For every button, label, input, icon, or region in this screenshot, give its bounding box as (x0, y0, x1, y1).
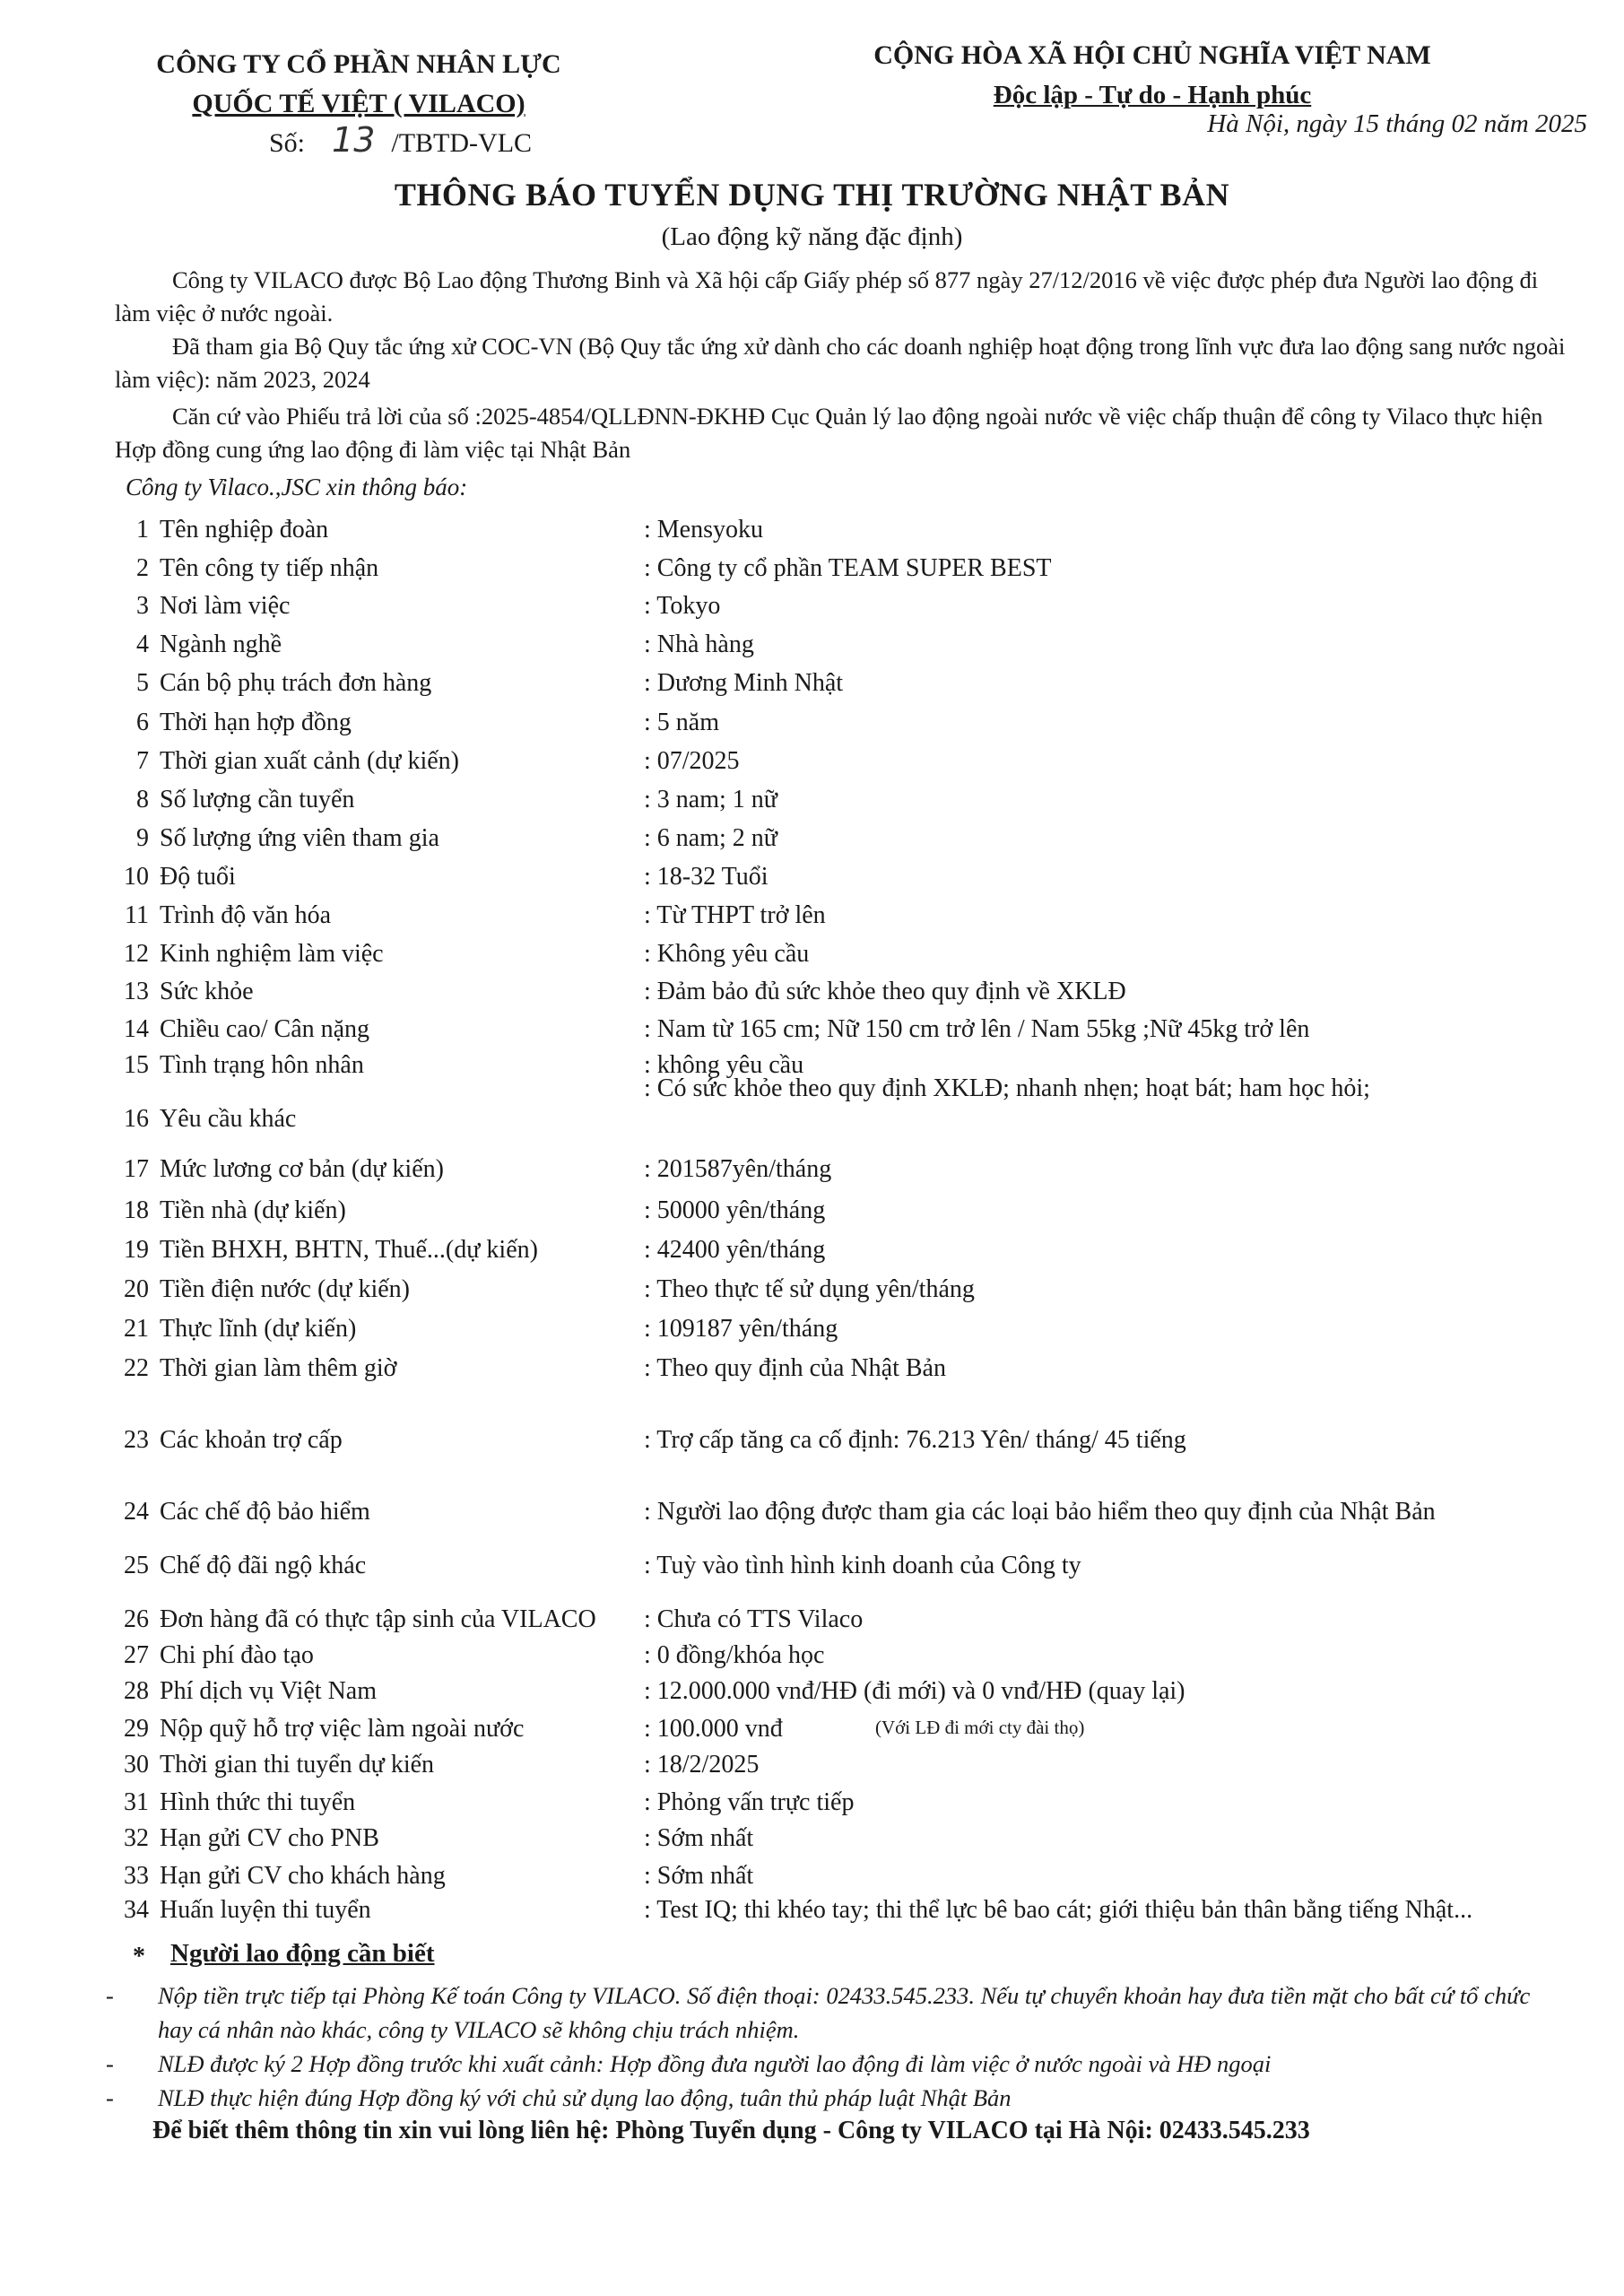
list-item (0, 1498, 1624, 1534)
item-label: Hình thức thi tuyển (160, 1788, 356, 1816)
list-item (0, 747, 1624, 783)
item-value: : 18/2/2025 (644, 1751, 760, 1779)
item-value: : 18-32 Tuổi (644, 863, 769, 891)
list-item (0, 1552, 1624, 1587)
list-item (0, 786, 1624, 822)
item-number: 33 (124, 1862, 149, 1890)
item-value: : 07/2025 (644, 747, 740, 775)
item-label: Thời gian thi tuyển dự kiến (160, 1751, 435, 1779)
item-number: 21 (124, 1315, 149, 1343)
list-item (0, 1196, 1624, 1232)
document-title: THÔNG BÁO TUYỂN DỤNG THỊ TRƯỜNG NHẬT BẢN (394, 177, 1230, 213)
item-number: 17 (124, 1155, 149, 1183)
list-item (0, 554, 1624, 590)
item-value: : Chưa có TTS Vilaco (644, 1605, 864, 1633)
item-number: 18 (124, 1196, 149, 1224)
item-value: : Trợ cấp tăng ca cố định: 76.213 Yên/ tháng/ 45 tiếng (644, 1426, 1186, 1454)
list-item (0, 1015, 1624, 1051)
item-number: 6 (136, 709, 149, 736)
item-value: : Từ THPT trở lên (644, 901, 826, 929)
item-number: 22 (124, 1354, 149, 1382)
document-date: Hà Nội, ngày 15 tháng 02 năm 2025 (1207, 109, 1587, 138)
list-item (0, 709, 1624, 744)
note-dash: - (106, 2084, 114, 2111)
item-number: 14 (124, 1015, 149, 1043)
item-value: : Nam từ 165 cm; Nữ 150 cm trở lên / Nam 55kg ;Nữ 45kg trở lên (644, 1015, 1310, 1043)
item-label: Các khoản trợ cấp (160, 1426, 343, 1454)
item-value: : Theo thực tế sử dụng yên/tháng (644, 1275, 975, 1303)
item-value: : Không yêu cầu (644, 940, 810, 968)
item-number: 1 (136, 516, 149, 544)
item-note: (Với LĐ đi mới cty đài thọ) (875, 1717, 1085, 1738)
note-dash: - (106, 2050, 114, 2077)
item-label: Độ tuổi (160, 863, 236, 891)
item-label: Tình trạng hôn nhân (160, 1051, 364, 1079)
list-item (0, 1751, 1624, 1787)
nation-name: CỘNG HÒA XÃ HỘI CHỦ NGHĨA VIỆT NAM (873, 40, 1431, 70)
document-subtitle: (Lao động kỹ năng đặc định) (661, 222, 963, 251)
notes-heading: Người lao động cần biết (170, 1939, 435, 1968)
item-label: Mức lương cơ bản (dự kiến) (160, 1155, 444, 1183)
item-number: 8 (136, 786, 149, 813)
so-label: Số: (269, 128, 306, 158)
list-item (0, 516, 1624, 552)
list-item (0, 1896, 1624, 1932)
item-number: 26 (124, 1605, 149, 1633)
item-label: Đơn hàng đã có thực tập sinh của VILACO (160, 1605, 596, 1633)
item-label: Nơi làm việc (160, 592, 291, 620)
item-number: 16 (124, 1105, 149, 1133)
note-dash: - (106, 1982, 114, 2009)
item-label: Số lượng ứng viên tham gia (160, 824, 439, 852)
company-name-line1: CÔNG TY CỔ PHẦN NHÂN LỰC (156, 49, 561, 79)
item-label: Phí dịch vụ Việt Nam (160, 1677, 378, 1705)
list-item (0, 824, 1624, 860)
item-number: 32 (124, 1824, 149, 1852)
item-label: Trình độ văn hóa (160, 901, 332, 929)
item-number: 2 (136, 554, 149, 582)
item-label: Thực lĩnh (dự kiến) (160, 1315, 357, 1343)
list-item (0, 863, 1624, 899)
list-item (0, 1788, 1624, 1824)
item-value: : 201587yên/tháng (644, 1155, 832, 1183)
nation-motto: Độc lập - Tự do - Hạnh phúc (993, 81, 1312, 109)
item-value: : Sớm nhất (644, 1824, 754, 1852)
item-label: Chế độ đãi ngộ khác (160, 1552, 367, 1579)
item-number: 19 (124, 1236, 149, 1264)
item-label: Số lượng cần tuyển (160, 786, 355, 813)
item-label: Hạn gửi CV cho khách hàng (160, 1862, 446, 1890)
item-number: 27 (124, 1641, 149, 1669)
item-number: 30 (124, 1751, 149, 1779)
paragraph-coc: Đã tham gia Bộ Quy tắc ứng xử COC-VN (Bộ Quy tắc ứng xử dành cho các doanh nghiệp hoạt động trong lĩnh vực đưa lao động sang nước ngoài làm việc): năm 2023, 2024 (115, 333, 1566, 393)
item-number: 5 (136, 669, 149, 697)
note-text: NLĐ được ký 2 Hợp đồng trước khi xuất cảnh: Hợp đồng đưa người lao động đi làm việc ở nước ngoài và HĐ ngoại (158, 2050, 1272, 2077)
item-value: : 5 năm (644, 709, 719, 736)
note-text: NLĐ thực hiện đúng Hợp đồng ký với chủ sử dụng lao động, tuân thủ pháp luật Nhật Bản (158, 2084, 1012, 2111)
list-item (0, 592, 1624, 628)
item-value: : Dương Minh Nhật (644, 669, 844, 697)
item-value: : Test IQ; thi khéo tay; thi thể lực bê bao cát; giới thiệu bản thân bằng tiếng Nhật... (644, 1896, 1473, 1924)
item-label: Chiều cao/ Cân nặng (160, 1015, 370, 1043)
company-header (117, 45, 601, 124)
note-text: Nộp tiền trực tiếp tại Phòng Kế toán Công ty VILACO. Số điện thoại: 02433.545.233. Nếu tự chuyển khoản hay đưa tiền mặt cho bất cứ tổ chức hay cá nhân nào khác, công ty VILACO sẽ không chịu trách nhiệm. (158, 1982, 1531, 2043)
item-number: 12 (124, 940, 149, 968)
item-number: 15 (124, 1051, 149, 1079)
intro-line: Công ty Vilaco.,JSC xin thông báo: (126, 474, 468, 500)
item-value: : không yêu cầu (644, 1051, 804, 1079)
item-value: : 3 nam; 1 nữ (644, 786, 777, 813)
note-item (106, 1979, 1568, 2047)
paragraph-approval: Căn cứ vào Phiếu trả lời của số :2025-4854/QLLĐNN-ĐKHĐ Cục Quản lý lao động ngoài nước về việc chấp thuận để công ty Vilaco thực hiện Hợp đồng cung ứng lao động đi làm việc tại Nhật Bản (115, 403, 1543, 463)
item-value: : 42400 yên/tháng (644, 1236, 826, 1264)
note-item (106, 2081, 1568, 2115)
item-label: Các chế độ bảo hiểm (160, 1498, 370, 1526)
list-item (0, 1824, 1624, 1860)
item-value: : Nhà hàng (644, 631, 754, 658)
item-label: Chi phí đào tạo (160, 1641, 314, 1669)
item-label: Thời gian làm thêm giờ (160, 1354, 397, 1382)
item-value: : Tuỳ vào tình hình kinh doanh của Công ty (644, 1552, 1081, 1579)
item-label: Cán bộ phụ trách đơn hàng (160, 669, 432, 697)
item-value: : 12.000.000 vnđ/HĐ (đi mới) và 0 vnđ/HĐ (quay lại) (644, 1677, 1185, 1705)
nation-header (807, 36, 1498, 115)
item-number: 10 (124, 863, 149, 891)
item-label: Tên nghiệp đoàn (160, 516, 329, 544)
list-item (0, 1641, 1624, 1677)
list-item (0, 901, 1624, 937)
item-number: 13 (124, 978, 149, 1005)
item-number: 23 (124, 1426, 149, 1454)
item-value: : Tokyo (644, 592, 721, 620)
item-label: Sức khỏe (160, 978, 254, 1005)
so-handwritten-number: 13 (332, 120, 376, 160)
contact-footer: Để biết thêm thông tin xin vui lòng liên hệ: Phòng Tuyển dụng - Công ty VILACO tại Hà Nội: 02433.545.233 (152, 2117, 1310, 2144)
item-number: 24 (124, 1498, 149, 1526)
note-item (106, 2047, 1568, 2081)
item-value: : Theo quy định của Nhật Bản (644, 1354, 946, 1382)
item-label: Tiền nhà (dự kiến) (160, 1196, 346, 1224)
item-value: : Công ty cổ phần TEAM SUPER BEST (644, 554, 1052, 582)
list-item (0, 978, 1624, 1013)
list-item (0, 940, 1624, 976)
item-number: 9 (136, 824, 149, 852)
item-label: Tiền BHXH, BHTN, Thuế...(dự kiến) (160, 1236, 538, 1264)
list-item (0, 1715, 1624, 1751)
item-number: 11 (125, 901, 149, 929)
item-value: : Phỏng vấn trực tiếp (644, 1788, 855, 1816)
list-item (0, 1155, 1624, 1191)
list-item (0, 1236, 1624, 1272)
list-item (0, 1354, 1624, 1390)
item-label: Ngành nghề (160, 631, 282, 658)
paragraph-license: Công ty VILACO được Bộ Lao động Thương Binh và Xã hội cấp Giấy phép số 877 ngày 27/12/2016 về việc được phép đưa Người lao động đi làm việc ở nước ngoài. (115, 266, 1539, 326)
note-star: * (133, 1943, 145, 1970)
item-value: : 100.000 vnđ (644, 1715, 783, 1743)
item-label: Hạn gửi CV cho PNB (160, 1824, 379, 1852)
item-label: Thời hạn hợp đồng (160, 709, 352, 736)
item-label: Tiền điện nước (dự kiến) (160, 1275, 410, 1303)
item-label: Nộp quỹ hỗ trợ việc làm ngoài nước (160, 1715, 525, 1743)
item-label: Thời gian xuất cảnh (dự kiến) (160, 747, 459, 775)
item-value: : 6 nam; 2 nữ (644, 824, 777, 852)
item-number: 28 (124, 1677, 149, 1705)
item-value: : Có sức khỏe theo quy định XKLĐ; nhanh nhẹn; hoạt bát; ham học hỏi; (644, 1074, 1370, 1102)
item-number: 3 (136, 592, 149, 620)
item-number: 7 (136, 747, 149, 775)
item-value: : Đảm bảo đủ sức khỏe theo quy định về XKLĐ (644, 978, 1126, 1005)
item-number: 20 (124, 1275, 149, 1303)
list-item (0, 1426, 1624, 1462)
item-value: : 50000 yên/tháng (644, 1196, 826, 1224)
list-item (0, 631, 1624, 666)
item-value: : Mensyoku (644, 516, 763, 544)
item-number: 25 (124, 1552, 149, 1579)
item-value: : 0 đồng/khóa học (644, 1641, 825, 1669)
item-label: Yêu cầu khác (160, 1105, 297, 1133)
so-suffix: /TBTD-VLC (391, 128, 533, 158)
item-label: Kinh nghiệm làm việc (160, 940, 384, 968)
list-item (0, 1315, 1624, 1351)
item-value: : 109187 yên/tháng (644, 1315, 838, 1343)
item-label: Huấn luyện thi tuyển (160, 1896, 371, 1924)
item-value: : Sớm nhất (644, 1862, 754, 1890)
list-item (0, 669, 1624, 705)
item-number: 4 (136, 631, 149, 658)
list-item (0, 1862, 1624, 1898)
document-number (269, 120, 532, 160)
item-number: 34 (124, 1896, 149, 1924)
item-number: 31 (124, 1788, 149, 1816)
list-item (0, 1605, 1624, 1641)
item-number: 29 (124, 1715, 149, 1743)
list-item (0, 1677, 1624, 1713)
list-item (0, 1275, 1624, 1311)
company-name-line2: QUỐC TẾ VIỆT ( VILACO) (192, 89, 525, 118)
list-item (0, 1074, 1624, 1141)
item-label: Tên công ty tiếp nhận (160, 554, 379, 582)
item-value: : Người lao động được tham gia các loại bảo hiểm theo quy định của Nhật Bản (644, 1498, 1436, 1526)
